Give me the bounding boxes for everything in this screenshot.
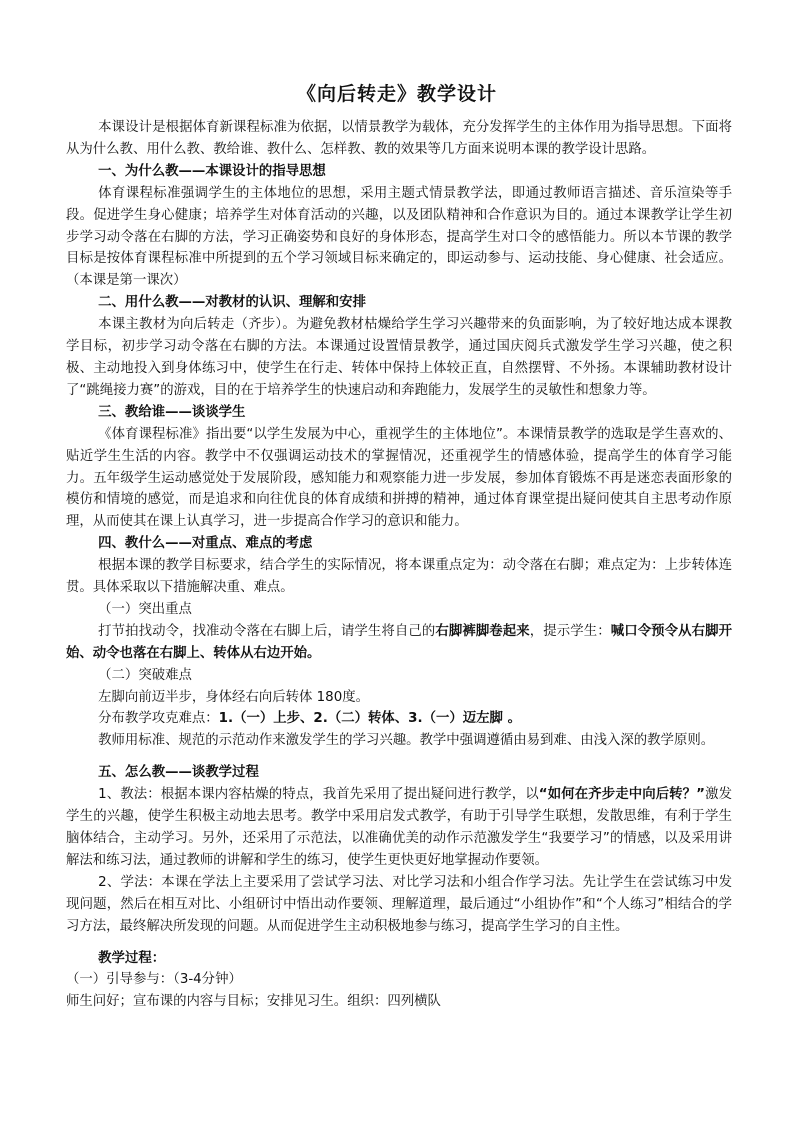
section-4-paragraph-2: 教师用标准、规范的示范动作来激发学生的学习兴趣。教学中强调遵循由易到难、由浅入深的教学原则。 — [98, 733, 715, 749]
section-1-heading: 一、为什么教——本课设计的指导思想 — [98, 163, 326, 179]
process-heading: 教学过程： — [98, 950, 166, 966]
part-1-text: 师生问好；宣布课的内容与目标；安排见习生。组织：四列横队 — [66, 994, 441, 1010]
key-point-text-a: 打节拍找动令，找准动令落在右脚上后，请学生将自己的 — [98, 623, 436, 639]
part-1-heading: （一）引导参与：（3-4分钟） — [66, 972, 242, 988]
key-point-text-d: 喊口令预令从右脚开始、动令也落在右脚上、转体从右边开始。 — [66, 623, 733, 661]
intro-paragraph: 本课设计是根据体育新课程标准为依据，以情景教学为载体，充分发挥学生的主体作用为指导思想。下面将从为什么教、用什么教、教给谁、教什么、怎样教、教的效果等几方面来说明本课的教学设计思路。 — [66, 120, 732, 157]
method-1-paragraph — [66, 784, 732, 872]
method-1-text-c: 激发学生的兴趣，使学生积极主动地去思考。教学中采用启发式教学，有助于引导学生联想，发散思维，有利于学生脑体结合，主动学习。另外，还采用了示范法，以准确优美的动作示范激发学生“我要学习”的情感，以及采用讲解法和练习法，通过教师的讲解和学生的练习，使学生更快更好地掌握动作要领。 — [66, 787, 732, 868]
section-2-paragraph: 本课主教材为向后转走（齐步）。为避免教材枯燥给学生学习兴趣带来的负面影响，为了较好地达成本课教学目标，初步学习动令落在右脚的方法。本课通过设置情景教学，通过国庆阅兵式激发学生学习兴趣，使之积极、主动地投入到身体练习中，使学生在行走、转体中保持上体较正直，自然摆臂、不外扬。本课辅助教材设计了“跳绳接力赛”的游戏，目的在于培养学生的快速启动和奔跑能力，发展学生的灵敏性和想象力等。 — [66, 317, 732, 398]
subheading-difficulty: （二）突破难点 — [98, 667, 192, 683]
difficulty-line-2 — [66, 708, 732, 730]
section-3-heading: 三、教给谁——谈谈学生 — [98, 404, 246, 420]
section-4-paragraph: 根据本课的教学目标要求，结合学生的实际情况，将本课重点定为：动令落在右脚；难点定为：上步转体连贯。具体采取以下措施解决重、难点。 — [66, 558, 732, 596]
key-point-text-b: 右脚裤脚卷起来 — [435, 623, 530, 639]
section-2-heading: 二、用什么教——对教材的认识、理解和安排 — [98, 295, 366, 311]
difficulty-line-2a: 分布教学攻克难点： — [98, 711, 219, 727]
difficulty-line-2b: 1.（一）上步、2.（二）转体、3.（一）迈左脚 。 — [218, 711, 521, 727]
section-3-paragraph: 《体育课程标准》指出要“以学生发展为中心，重视学生的主体地位”。本课情景教学的选取是学生喜欢的、贴近学生生活的内容。教学中不仅强调运动技术的掌握情况，还重视学生的情感体验，提高学生的体育学习能力。五年级学生运动感觉处于发展阶段，感知能力和观察能力进一步发展，参加体育锻炼不再是迷恋表面形象的模仿和情境的感觉，而是追求和向往优良的体育成绩和拼搏的精神，通过体育课堂提出疑问使其自主思考动作原理，从而使其在课上认真学习，进一步提高合作学习的意识和能力。 — [66, 426, 732, 530]
key-point-paragraph — [66, 621, 732, 665]
document-body — [66, 117, 732, 1013]
spacer — [66, 752, 732, 762]
method-1-text-b: “如何在齐步走中向后转？” — [538, 787, 705, 803]
key-point-text-c: ，提示学生： — [529, 623, 611, 639]
section-1-paragraph: 体育课程标准强调学生的主体地位的思想，采用主题式情景教学法，即通过教师语言描述、音乐渲染等手段。促进学生身心健康；培养学生对体育活动的兴趣，以及团队精神和合作意识为目的。通过本课教学让学生初步学习动令落在右脚的方法，学习正确姿势和良好的身体形态，提高学生对口令的感悟能力。所以本节课的教学目标是按体育课程标准中所提到的五个学习领域目标来确定的，即运动参与、运动技能、身心健康、社会适应。（本课是第一课次） — [66, 185, 732, 289]
spacer — [66, 938, 732, 948]
method-2-paragraph: 2、学法：本课在学法上主要采用了尝试学习法、对比学习法和小组合作学习法。先让学生在尝试练习中发现问题，然后在相互对比、小组研讨中悟出动作要领、理解道理，最后通过“小组协作”和“个人练习”相结合的学习方法，最终解决所发现的问题。从而促进学生主动积极地参与练习，提高学生学习的自主性。 — [66, 874, 732, 934]
section-4-heading: 四、教什么——对重点、难点的考虑 — [98, 536, 313, 552]
page-title: 《向后转走》教学设计 — [296, 83, 497, 105]
subheading-key-point: （一）突出重点 — [98, 601, 192, 617]
section-5-heading: 五、怎么教——谈教学过程 — [98, 765, 259, 781]
difficulty-line-1: 左脚向前迈半步，身体经右向后转体 180度。 — [98, 689, 370, 705]
method-1-text-a: 1、教法：根据本课内容枯燥的特点，我首先采用了提出疑问进行教学，以 — [98, 787, 539, 803]
